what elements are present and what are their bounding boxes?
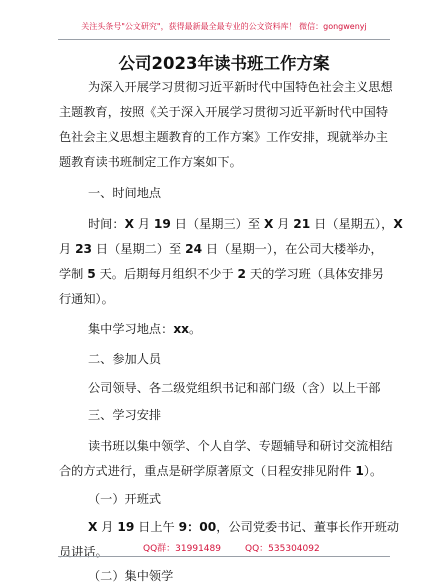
- time-value: X: [393, 217, 403, 231]
- time-value: X: [124, 217, 134, 231]
- time-value: 19: [153, 217, 171, 231]
- opening-month: X: [88, 520, 98, 534]
- intro-line: 为深入开展学习贯彻习近平新时代中国特色社会主义思想: [88, 80, 393, 94]
- section-heading-schedule: 三、学习安排: [88, 408, 162, 422]
- study-location-end: 。: [189, 322, 202, 336]
- opening-line-1: [88, 518, 399, 535]
- section-heading-time-location: 一、时间地点: [88, 186, 162, 200]
- footer-qq-group: QQ群：31991489: [143, 544, 221, 554]
- intro-line: 色社会主义思想主题教育的工作方案》工作安排，现就举办主: [59, 130, 389, 144]
- header-banner: 关注头条号"公文研究"，获得最新最全最专业的公文资料库！ 微信：gongwenyj: [81, 22, 367, 31]
- section-heading-participants: 二、参加人员: [88, 352, 162, 366]
- time-text: 天的学习班（具体安排另: [246, 267, 384, 281]
- time-text: 日（星期一），在公司大楼举办，: [202, 242, 383, 256]
- schedule-line-2-end: ）。: [363, 464, 383, 478]
- intro-line: 主题教育，按照《关于深入开展学习贯彻习近平新时代中国特: [59, 105, 389, 119]
- time-line-3: [59, 265, 384, 282]
- opening-text: ，公司党委书记、董事长作开班动: [216, 520, 400, 534]
- time-text: 月: [273, 217, 294, 231]
- attachment-number: 1: [355, 464, 364, 478]
- time-text: 日（星期五），: [310, 217, 394, 231]
- time-text: 时间：: [88, 217, 125, 231]
- time-text: 日（星期二）至: [92, 242, 186, 256]
- time-line-1: [88, 215, 403, 232]
- schedule-line-1: 读书班以集中领学、个人自学、专题辅导和研讨交流相结: [88, 439, 393, 453]
- document-title: 公司2023年读书班工作方案: [118, 54, 330, 73]
- time-value: 23: [75, 242, 93, 256]
- opening-time: 9：00: [178, 520, 217, 534]
- time-value: 21: [293, 217, 311, 231]
- participants-text: 公司领导、各二级党组织书记和部门级（含）以上干部: [88, 381, 381, 395]
- schedule-line-2: [59, 462, 382, 479]
- time-text: 日（星期三）至: [170, 217, 264, 231]
- time-line-4: [59, 290, 114, 307]
- schedule-line-2-text: 合的方式进行，重点是研学原著原文（日程安排见附件: [59, 464, 356, 478]
- time-value: 2: [237, 267, 247, 281]
- header-divider: [58, 39, 390, 40]
- time-text: 天。后期每月组织不少于: [95, 267, 238, 281]
- opening-day: 19: [117, 520, 135, 534]
- intro-line: 题教育读书班制定工作方案如下。: [59, 155, 242, 169]
- footer-qq: QQ：535304092: [245, 544, 320, 554]
- time-text: 学制: [59, 267, 88, 281]
- opening-month-unit: 月: [97, 520, 118, 534]
- time-value: 24: [185, 242, 203, 256]
- time-text: 月: [59, 242, 76, 256]
- time-value: X: [263, 217, 274, 231]
- time-text: 行通知）。: [59, 292, 114, 306]
- study-location-label: 集中学习地点：: [88, 322, 174, 336]
- study-location-value: xx: [173, 322, 190, 336]
- time-text: 月: [133, 217, 154, 231]
- time-line-2: [59, 240, 383, 257]
- subheading-opening-ceremony: （一）开班式: [88, 492, 162, 506]
- study-location: [88, 320, 201, 337]
- subheading-group-study: （二）集中领学: [88, 569, 174, 583]
- time-value: 5: [87, 267, 96, 281]
- opening-line-2: 员讲话。: [59, 545, 108, 559]
- opening-day-unit: 日上午: [134, 520, 179, 534]
- footer-divider: [58, 556, 390, 557]
